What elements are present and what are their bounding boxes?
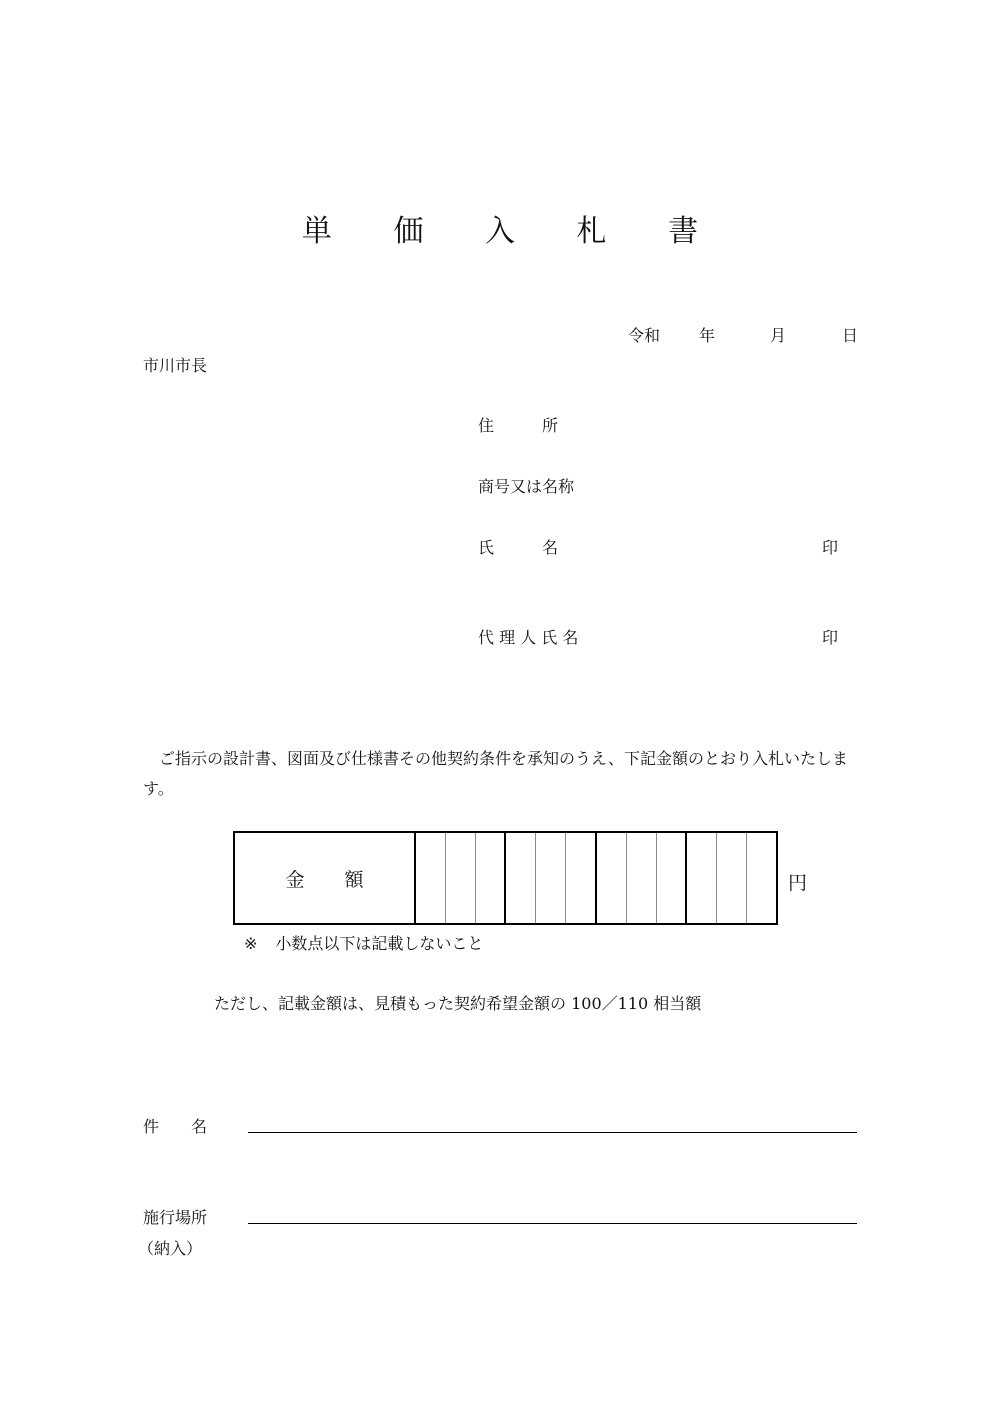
amount-digit-box[interactable]	[506, 833, 536, 923]
bid-statement: ご指示の設計書、図面及び仕様書その他契約条件を承知のうえ、下記金額のとおり入札いたします。	[143, 749, 848, 798]
amount-digit-box[interactable]	[717, 833, 747, 923]
agent-seal-mark: 印	[822, 628, 839, 647]
amount-note	[244, 931, 483, 954]
location-sub-label: （納入）	[138, 1239, 203, 1258]
amount-digit-box[interactable]	[747, 833, 776, 923]
location-line[interactable]	[248, 1223, 857, 1224]
amount-digit-box[interactable]	[657, 833, 688, 923]
location-label: 施行場所	[143, 1208, 208, 1227]
amount-digit-box[interactable]	[476, 833, 507, 923]
document-title: 単 価 入 札 書	[301, 214, 725, 249]
amount-digit-box[interactable]	[416, 833, 446, 923]
amount-table	[233, 831, 778, 925]
note-mark: ※	[244, 934, 258, 953]
proviso-text: ただし、記載金額は、見積もった契約希望金額の 100／110 相当額	[214, 994, 702, 1013]
bidder-seal-mark: 印	[822, 538, 839, 557]
amount-digit-box[interactable]	[566, 833, 597, 923]
amount-digit-boxes	[416, 833, 776, 923]
date-year-label: 年	[699, 326, 716, 345]
date-day-label: 日	[842, 326, 859, 345]
amount-label-right: 額	[344, 868, 364, 891]
amount-digit-box[interactable]	[627, 833, 657, 923]
date-era: 令和	[628, 326, 661, 345]
amount-digit-box[interactable]	[597, 833, 627, 923]
company-name-label: 商号又は名称	[478, 477, 575, 496]
amount-digit-box[interactable]	[536, 833, 566, 923]
amount-label-left: 金	[285, 868, 305, 891]
address-label: 住 所	[478, 416, 559, 435]
note-text: 小数点以下は記載しないこと	[275, 934, 484, 953]
yen-unit: 円	[788, 872, 808, 894]
amount-label-cell	[235, 833, 416, 923]
subject-label: 件 名	[143, 1117, 208, 1136]
addressee: 市川市長	[143, 356, 208, 375]
date-month-label: 月	[770, 326, 787, 345]
subject-line[interactable]	[248, 1132, 857, 1133]
bidder-name-label: 氏 名	[478, 538, 559, 557]
amount-digit-box[interactable]	[687, 833, 717, 923]
amount-digit-box[interactable]	[446, 833, 476, 923]
agent-name-label: 代 理 人 氏 名	[478, 628, 579, 647]
